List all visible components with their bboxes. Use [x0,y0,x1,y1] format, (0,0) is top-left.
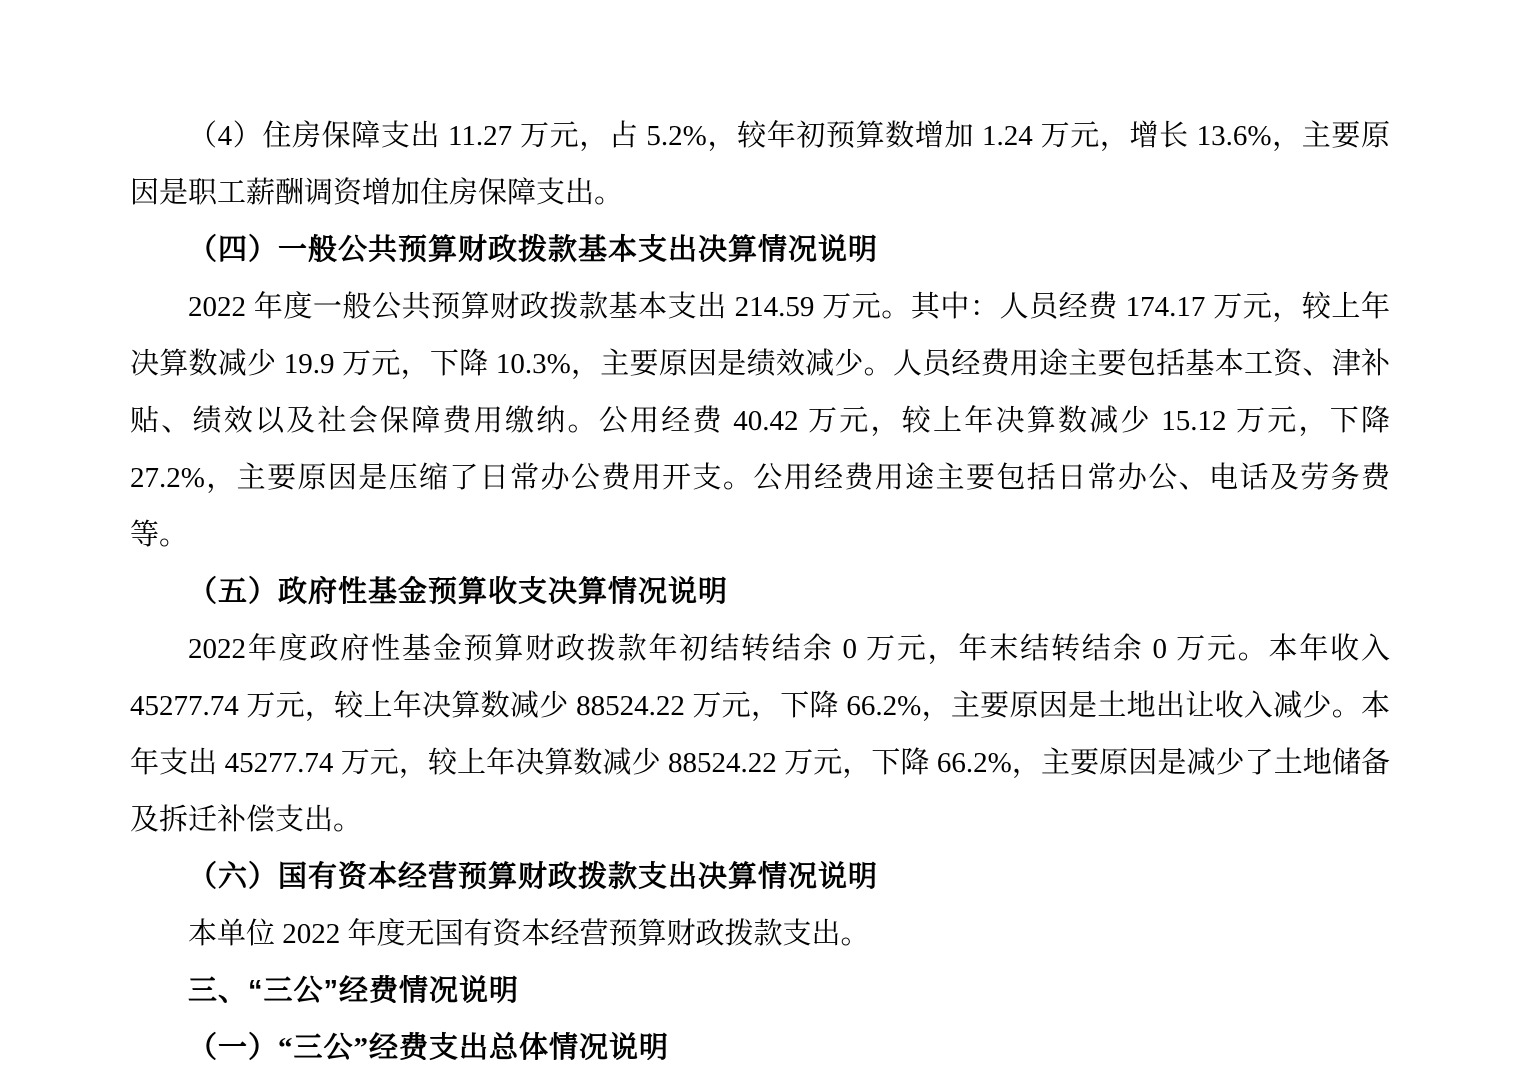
paragraph-basic-expenditure-detail: 2022 年度一般公共预算财政拨款基本支出 214.59 万元。其中：人员经费 174.17 万元，较上年决算数减少 19.9 万元，下降 10.3%，主要原因是绩效减少。人员经费用途主要包括基本工资、津补贴、绩效以及社会保障费用缴纳。公用经费 40.42 万元，较上年决算数减少 15.12 万元，下降 27.2%，主要原因是压缩了日常办公费用开支。公用经费用途主要包括日常办公、电话及劳务费等。 [130,291,1390,551]
heading-section-4-basic-expenditure: （四）一般公共预算财政拨款基本支出决算情况说明 [188,234,879,266]
document-body [130,108,1390,1074]
heading-chapter-3-three-public-expenses: 三、“三公”经费情况说明 [188,975,520,1007]
heading-section-1-three-public-overall: （一）“三公”经费支出总体情况说明 [188,1032,670,1064]
paragraph-housing-security-expense: （4）住房保障支出 11.27 万元，占 5.2%，较年初预算数增加 1.24 万元，增长 13.6%，主要原因是职工薪酬调资增加住房保障支出。 [130,120,1390,209]
paragraph-government-fund-detail: 2022年度政府性基金预算财政拨款年初结转结余 0 万元，年末结转结余 0 万元。本年收入 45277.74 万元，较上年决算数减少 88524.22 万元，下降 66.2%，主要原因是土地出让收入减少。本年支出 45277.74 万元，较上年决算数减少 88524.22 万元，下降 66.2%，主要原因是减少了土地储备及拆迁补偿支出。 [130,633,1390,836]
paragraph-state-capital-detail: 本单位 2022 年度无国有资本经营预算财政拨款支出。 [188,918,870,950]
heading-section-6-state-capital-budget: （六）国有资本经营预算财政拨款支出决算情况说明 [188,861,879,893]
heading-section-5-government-fund-budget: （五）政府性基金预算收支决算情况说明 [188,576,729,608]
